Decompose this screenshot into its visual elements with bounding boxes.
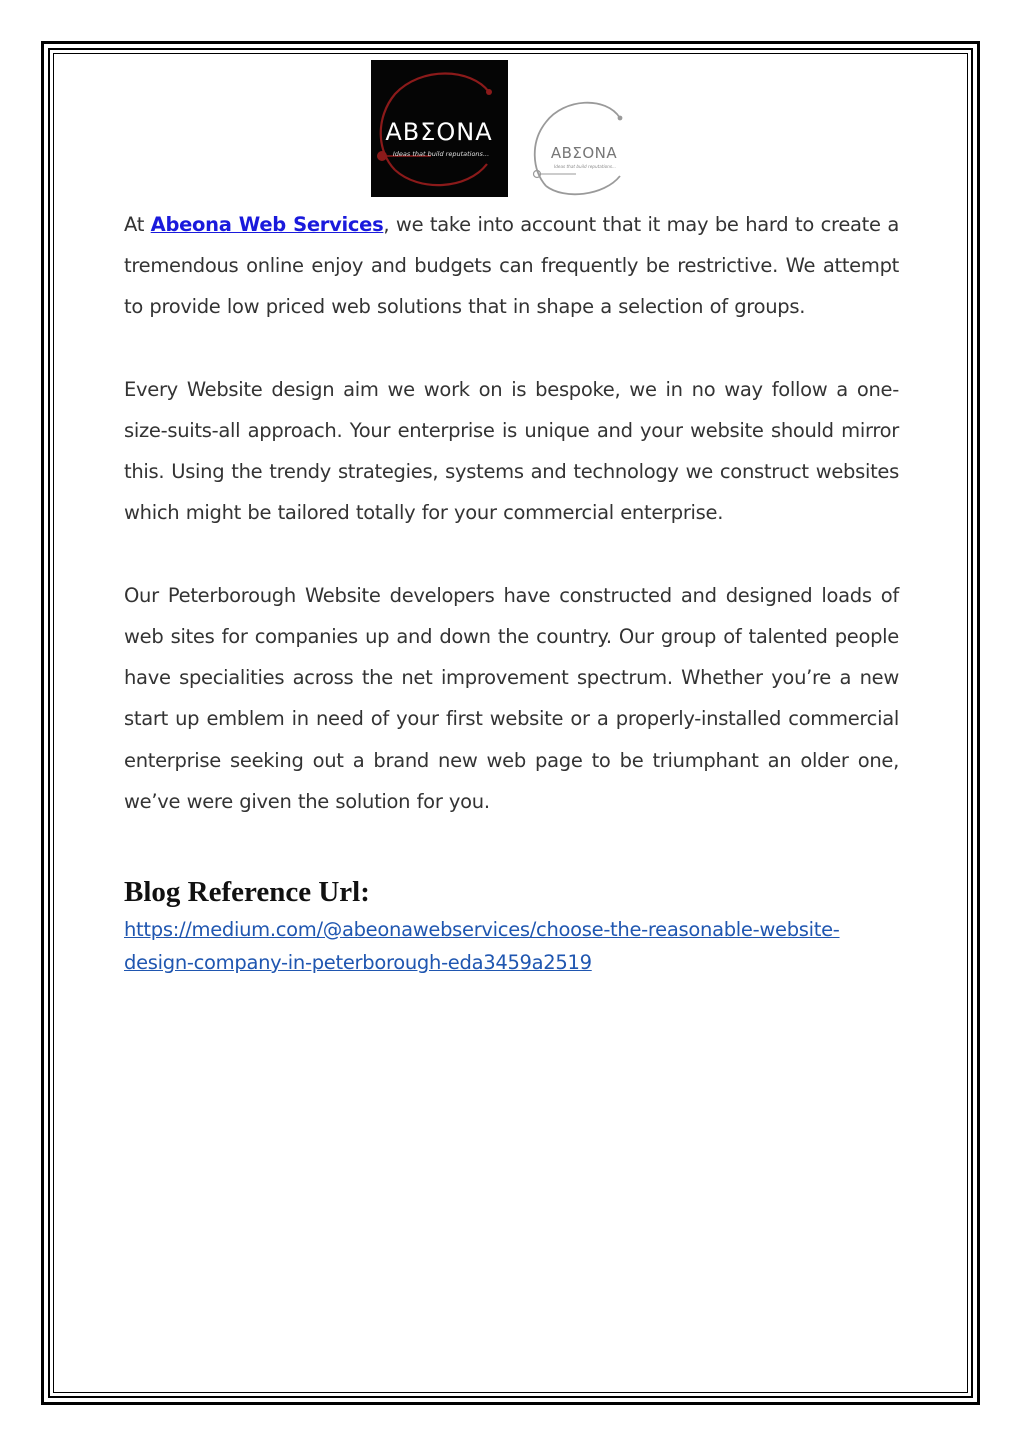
- paragraph-bespoke: Every Website design aim we work on is bespoke, we in no way follow a one-size-suits-all approach. Your enterprise is unique and your website should mirror this. Using the trendy strategies, systems and technology we construct websites which might be tailored totally for your commercial enterprise.: [124, 377, 899, 525]
- paragraph-intro-prefix: At: [124, 213, 151, 236]
- abeona-logo-light-graphic: [528, 96, 634, 196]
- abeona-web-services-link[interactable]: Abeona Web Services: [150, 213, 384, 236]
- logo-dark-tagline: Ideas that build reputations...: [392, 150, 490, 158]
- logo-light-wordmark: ΑΒΣΟΝΑ: [550, 144, 618, 162]
- paragraph-developers: Our Peterborough Website developers have constructed and designed loads of web sites for companies up and down the country. Our group of talented people have specialities across the net improvement spectrum. Whether you’re a new start up emblem in need of your first website or a properly-installed commercial enterprise seeking out a brand new web page to be triumphant an older one, we’ve were given the solution for you.: [124, 583, 899, 813]
- logo-dark-wordmark: ΑΒΣΟΝΑ: [385, 118, 493, 146]
- abeona-logo-dark-graphic: [371, 60, 508, 197]
- paragraph-intro: [124, 204, 899, 328]
- logo-light-tagline: Ideas that build reputations...: [553, 164, 617, 169]
- blog-url-line-2: design-company-in-peterborough-eda3459a2519: [124, 951, 592, 974]
- abeona-logo-light: [528, 96, 634, 196]
- blog-reference-link[interactable]: [124, 913, 914, 979]
- blog-url-line-1: https://medium.com/@abeonawebservices/choose-the-reasonable-website-: [124, 918, 840, 941]
- paragraph-intro-rest: , we take into account that it may be hard to create a tremendous online enjoy and budgets can frequently be restrictive. We attempt to provide low priced web solutions that in shape a selection of groups.: [124, 213, 899, 319]
- body-content: [124, 204, 899, 822]
- blog-reference-heading: Blog Reference Url:: [124, 876, 370, 908]
- abeona-logo-dark: [371, 60, 508, 197]
